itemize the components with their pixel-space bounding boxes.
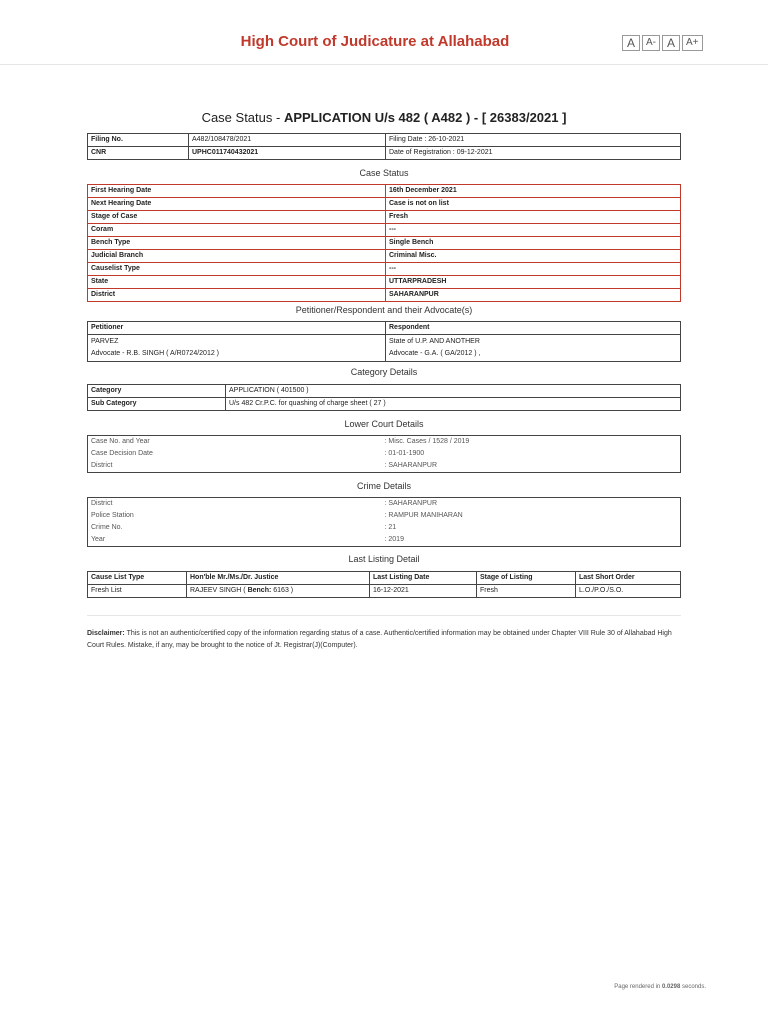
table-row	[88, 534, 681, 547]
header	[0, 0, 768, 65]
row-value: UTTARPRADESH	[386, 276, 681, 289]
row-label: Causelist Type	[88, 263, 386, 276]
row-value: Case is not on list	[386, 198, 681, 211]
row-value: 16th December 2021	[386, 185, 681, 198]
row-label: State	[88, 276, 386, 289]
table-row	[88, 224, 681, 237]
parties-heading: Petitioner/Respondent and their Advocate(s)	[295, 305, 473, 315]
row-value: Criminal Misc.	[386, 250, 681, 263]
row-value: ---	[386, 263, 681, 276]
lower-court-heading: Lower Court Details	[344, 419, 424, 429]
table-row	[88, 460, 681, 473]
divider	[87, 615, 681, 616]
table-row	[88, 237, 681, 250]
row-value: : Misc. Cases / 1528 / 2019	[384, 438, 470, 445]
table-row	[88, 250, 681, 263]
table-row: Sub Category U/s 482 Cr.P.C. for quashing of charge sheet ( 27 )	[88, 398, 681, 411]
row-label: District	[88, 289, 386, 302]
table-row: Category APPLICATION ( 401500 )	[88, 385, 681, 398]
render-time-footer: Page rendered in 0.0298 seconds.	[614, 984, 706, 990]
table-header-row: Cause List Type Hon'ble Mr./Ms./Dr. Justice Last Listing Date Stage of Listing Last Short Order	[88, 572, 681, 585]
row-label: Coram	[88, 224, 386, 237]
disclaimer: Disclaimer: This is not an authentic/certified copy of the information regarding status of a case. Authentic/certified information may be obtained under Chapter VIII Rule 30 of Allahabad High Court Rules. Mistake, if any, may be brought to the notice of Jt. Registrar(J)(Computer).	[87, 630, 672, 649]
crime-heading: Crime Details	[356, 481, 411, 491]
table-row	[88, 276, 681, 289]
lower-court-table	[87, 435, 681, 473]
petitioner-name: PARVEZ	[91, 338, 119, 345]
row-label: Stage of Case	[88, 211, 386, 224]
row-label: Year	[91, 536, 106, 543]
font-reset-button[interactable]: A	[622, 35, 640, 51]
font-normal-button[interactable]: A	[662, 35, 680, 51]
table-row	[88, 498, 681, 511]
row-label: Crime No.	[91, 524, 123, 531]
row-label: Judicial Branch	[88, 250, 386, 263]
row-value: : 2019	[384, 536, 404, 543]
table-row	[88, 289, 681, 302]
row-value: : RAMPUR MANIHARAN	[384, 512, 463, 519]
row-value: : 21	[384, 524, 397, 531]
respondent-name: State of U.P. AND ANOTHER	[389, 338, 480, 345]
row-value: SAHARANPUR	[386, 289, 681, 302]
table-row	[88, 185, 681, 198]
crime-table	[87, 497, 681, 547]
last-listing-table	[87, 571, 681, 598]
row-value: Single Bench	[386, 237, 681, 250]
row-label: District	[91, 500, 113, 507]
page-title: Case Status - APPLICATION U/s 482 ( A482 ) - [ 26383/2021 ]	[201, 110, 567, 125]
respondent-advocate: Advocate - G.A. ( GA/2012 ) ,	[389, 350, 481, 357]
table-row	[88, 198, 681, 211]
font-decrease-button[interactable]: A-	[642, 35, 660, 51]
table-row: Fresh List RAJEEV SINGH ( Bench: 6163 ) 16-12-2021 Fresh L.O./P.O./S.O.	[88, 585, 681, 598]
row-value: : SAHARANPUR	[384, 500, 438, 507]
table-row: Petitioner Respondent	[88, 322, 681, 335]
table-row	[88, 335, 681, 362]
case-status-table	[87, 184, 681, 302]
last-listing-heading: Last Listing Detail	[348, 554, 420, 564]
filing-table	[87, 133, 681, 160]
row-label: District	[91, 462, 113, 469]
row-label: First Hearing Date	[88, 185, 386, 198]
row-label: Case No. and Year	[91, 438, 150, 445]
petitioner-advocate: Advocate - R.B. SINGH ( A/R0724/2012 )	[91, 350, 220, 357]
table-row: CNR UPHC011740432021 Date of Registration : 09-12-2021	[88, 147, 681, 160]
row-value: : 01-01-1900	[384, 450, 425, 457]
row-label: Next Hearing Date	[88, 198, 386, 211]
table-row	[88, 436, 681, 449]
row-value: ---	[386, 224, 681, 237]
table-row	[88, 263, 681, 276]
table-row	[88, 522, 681, 534]
category-table	[87, 384, 681, 411]
table-row	[88, 448, 681, 460]
case-status-heading: Case Status	[359, 168, 409, 178]
row-value: Fresh	[386, 211, 681, 224]
row-value: : SAHARANPUR	[384, 462, 438, 469]
row-label: Police Station	[91, 512, 134, 519]
font-size-controls	[622, 35, 703, 51]
row-label: Case Decision Date	[91, 450, 153, 457]
parties-table	[87, 321, 681, 362]
category-heading: Category Details	[350, 367, 418, 377]
site-title: High Court of Judicature at Allahabad	[240, 33, 510, 50]
table-row: Filing No. A482/108478/2021 Filing Date : 26-10-2021	[88, 134, 681, 147]
table-row	[88, 211, 681, 224]
font-increase-button[interactable]: A+	[682, 35, 703, 51]
table-row	[88, 510, 681, 522]
row-label: Bench Type	[88, 237, 386, 250]
